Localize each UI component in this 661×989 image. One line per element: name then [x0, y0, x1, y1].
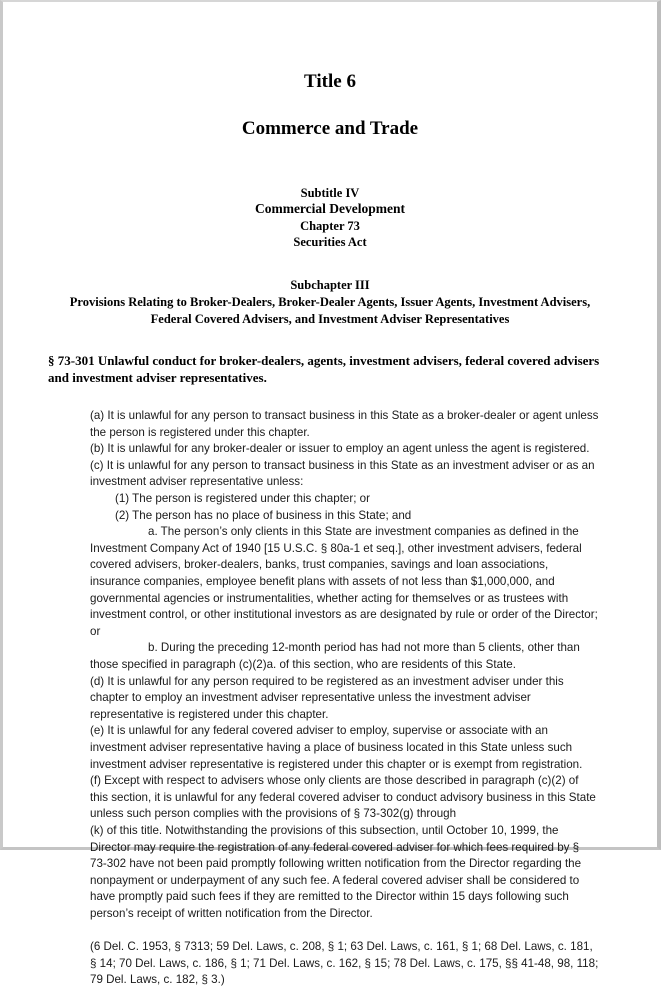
paragraph-e: (e) It is unlawful for any federal covered adviser to employ, supervise or associate with an investment adviser representative having a place of business located in this State unless such investment adviser representative is registered under this chapter or is exempt from registration.	[90, 724, 583, 771]
subtitle-name: Commercial Development	[254, 201, 406, 217]
subchapter-block	[6, 277, 654, 328]
paragraph-c-2-a: a. The person’s only clients in this State are investment companies as defined in the Investment Company Act of 1940 [15 U.S.C. § 80a-1 et seq.], other investment advisers, federal covered advisers, broker-dealers, banks, trust companies, savings and loan associations, insurance companies, employee benefit plans with assets of not less than $1,000,000, and governmental agencies or instrumentalities, whether acting for themselves or as trustees with investment control, or other institutional investors as are designated by rule or order of the Director; or	[90, 525, 598, 638]
paragraph-b: (b) It is unlawful for any broker-dealer or issuer to employ an agent unless the agent is registered.	[90, 442, 590, 456]
citation-line: (6 Del. C. 1953, § 7313; 59 Del. Laws, c. 208, § 1; 63 Del. Laws, c. 161, § 1; 68 Del. Laws, c. 181, § 14; 70 Del. Laws, c. 186, § 1; 71 Del. Laws, c. 162, § 15; 78 Del. Laws, c. 175, §§ 41-48, 98, 118; 79 Del. Laws, c. 182, § 3.)	[90, 940, 599, 987]
section-heading: § 73-301 Unlawful conduct for broker-dealers, agents, investment advisers, federal covered advisers and investment adviser representatives.	[48, 353, 600, 385]
paragraph-d: (d) It is unlawful for any person required to be registered as an investment adviser under this chapter to employ an investment adviser representative unless the investment adviser representative is registered under this chapter.	[90, 674, 564, 721]
page-title: Title 6	[304, 71, 356, 92]
subchapter-description: Provisions Relating to Broker-Dealers, Broker-Dealer Agents, Issuer Agents, Investment Advisers, Federal Covered Advisers, and Investment Adviser Representatives	[69, 295, 591, 326]
subtitle-block	[6, 185, 654, 251]
paragraph-k: (k) of this title. Notwithstanding the provisions of this subsection, until October 10, 1999, the Director may require the registration of any federal covered adviser for which fees required by § 73-302 have not been paid promptly following written notification from the Director regarding the nonpayment or underpayment of any such fee. A federal covered adviser shall be considered to have promptly paid such fees if they are remitted to the Director within 15 days following such person’s receipt of written notification from the Director.	[90, 823, 582, 920]
statute-text	[90, 408, 599, 989]
subchapter-number: Subchapter III	[290, 277, 370, 292]
paragraph-c-2: (2) The person has no place of business in this State; and	[115, 508, 412, 522]
page-subtitle: Commerce and Trade	[241, 117, 419, 139]
paragraph-c-2-b: b. During the preceding 12-month period has had not more than 5 clients, other than those specified in paragraph (c)(2)a. of this section, who are residents of this State.	[90, 641, 580, 671]
paragraph-c: (c) It is unlawful for any person to transact business in this State as an investment adviser or as an investment adviser representative unless:	[90, 458, 595, 489]
paragraph-a: (a) It is unlawful for any person to transact business in this State as a broker-dealer or agent unless the person is registered under this chapter.	[90, 409, 599, 439]
subtitle-number: Subtitle IV	[300, 185, 360, 200]
document-page	[6, 5, 654, 987]
paragraph-f: (f) Except with respect to advisers whose only clients are those described in paragraph (c)(2) of this section, it is unlawful for any federal covered adviser to conduct advisory business in this State unless such person complies with the provisions of § 73-302(g) through	[90, 774, 596, 821]
chapter-name: Securities Act	[293, 235, 367, 250]
chapter-number: Chapter 73	[300, 218, 360, 233]
paragraph-c-1: (1) The person is registered under this chapter; or	[115, 492, 370, 506]
document-content	[6, 5, 654, 989]
